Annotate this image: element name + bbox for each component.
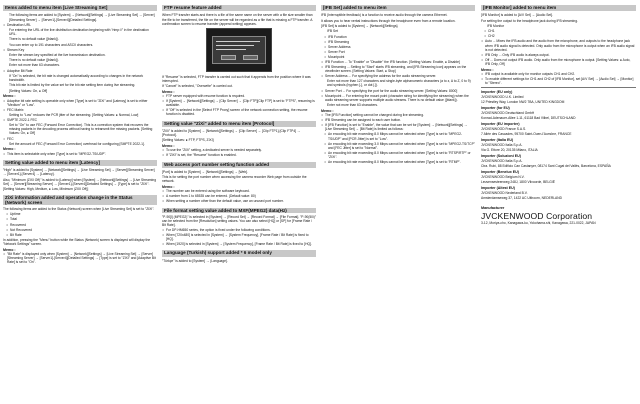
list-item: • Total bbox=[10, 217, 157, 221]
setting-values: [Setting Values: On, ● Off] bbox=[9, 88, 48, 93]
section-heading: Setting value "ZiXi" added to menu item [Protocol] bbox=[162, 121, 316, 127]
column-2 bbox=[162, 5, 316, 264]
submenu-title: IFB Set bbox=[327, 29, 338, 34]
note: If "Cancel" is selected, "Overwrite" is carried out. bbox=[162, 84, 233, 89]
memo-item: • To enable different settings for CH1 and CH2 of [IFB Monitor], set [A/V Set] → [Audio Set] → [Monitor] to "Stereo". bbox=[485, 77, 636, 85]
memo-item: • This item is selectable only when [Type] is set to "MPEG2-TS/UDP". bbox=[7, 152, 157, 156]
list-item: • IFB Only ... Only IFB audio is always output. bbox=[485, 53, 636, 57]
memo-list bbox=[321, 113, 475, 131]
list-item: • When [720x480] is selected in [System] → [System Frequency], [Frame Rate / Bit Rate] is fixed to [HQ]. bbox=[166, 233, 316, 241]
importer-line: Via G. Ettore 20, 20135 Milano, ITALIA bbox=[481, 147, 538, 152]
submenu-list bbox=[321, 35, 475, 59]
list-item: • Server Port bbox=[328, 50, 475, 54]
paragraph: If "On" is selected, the bit rate is changed automatically according to changes in the network bandwidth. bbox=[9, 73, 144, 82]
importer-title: Importer (EU importer) bbox=[481, 122, 520, 127]
item-list bbox=[162, 228, 316, 246]
section-heading: ZiXi information added and operation change in the Status (Network) screen bbox=[3, 195, 157, 205]
memo-list bbox=[481, 72, 636, 85]
paragraph: The following items are added to the Status (Network) screen when [Live Streaming Set] is set to "ZIXI". bbox=[3, 207, 155, 212]
section-heading: Items added to menu item [Live Streaming Set] bbox=[3, 5, 157, 11]
list-item: • Bit Rate bbox=[10, 233, 157, 237]
memo-sublist bbox=[321, 132, 475, 164]
memo-list bbox=[162, 148, 316, 157]
paragraph: There is no default value ([blank]). bbox=[9, 37, 59, 42]
note: Enter not more than 63 characters. bbox=[9, 63, 60, 68]
dialog-box bbox=[212, 36, 266, 64]
note: If "Resume" is selected, FTP transfer is carried out such that it appends from the position where it was interrupted. bbox=[162, 74, 311, 83]
importer-title: Importer (Benelux EU) bbox=[481, 170, 519, 175]
item-list bbox=[3, 69, 157, 73]
memo-item: • An encoding bit rate exceeding 8.0 Mbps cannot be selected when [Type] is set to "RTMP". bbox=[328, 160, 475, 164]
memo-item: • FTP server equipped with resume function is required. bbox=[166, 94, 316, 98]
memo-item: • If [IFB Function] is set to "Enable", the value that can be set for [System] → [Network][Settings] → [Live Streaming Set] → [Bit Rate] is limited as follows: bbox=[325, 123, 475, 131]
column-3 bbox=[321, 5, 475, 165]
manufacturer-address: 3-12, Moriya-cho, Kanagawa-ku, Yokohama-shi, Kanagawa, 221-0022, JAPAN bbox=[481, 220, 596, 225]
memo-item: • IFB Streaming can be assigned to each user button. bbox=[325, 118, 475, 122]
memo-list bbox=[162, 189, 316, 203]
paragraph: For entering the URL of the live distribution destination beginning with "rtmp://" in the destination URL. bbox=[9, 27, 149, 36]
memo-item: • The [IFB Function] setting cannot be changed during live streaming. bbox=[325, 113, 475, 117]
importer-line: JVCKENWOOD France S.A.S. bbox=[481, 126, 527, 131]
paragraph: It allows you to hear verbal instructions through the headphone even from a remote location. bbox=[321, 18, 456, 23]
list-item: • Server Port ... For specifying the port for the audio streaming server. [Setting Values: 8000] bbox=[325, 89, 475, 93]
paragraph: "ZiXi" is added to [System] → [Network][Settings] → [Clip Server] → [Clip FTP1]-[Clip FTP4] → [Protocol]. bbox=[162, 128, 301, 138]
memo-list bbox=[3, 252, 157, 264]
paragraph: The following items are added to [System] → [Network][Settings] → [Live Streaming Set] → [Server][Streaming Server] → [Server1]-[Server4][Detailed Settings]. bbox=[9, 13, 155, 22]
paragraph: There is no default value ([blank]). bbox=[9, 58, 59, 63]
paragraph: [IFB Monitor] is added to [A/V Set] → [Audio Set]. bbox=[481, 13, 554, 18]
section-heading: [IFB Set] added to menu item bbox=[321, 5, 475, 11]
section-heading: Language (Turkish) support added * 6 model only bbox=[162, 250, 316, 256]
importer-title: Importer (for EU) bbox=[481, 106, 510, 111]
importer-line: 12 Priestley Way, London NW2 7BA, UNITED KINGDOM bbox=[481, 100, 565, 105]
memo-label: Memo : bbox=[3, 147, 16, 152]
memo-label: Memo : bbox=[162, 184, 175, 189]
memo-item: • "Bit Rate" is displayed only when [System] → [Network][Settings] → [Live Streaming Set] → [Server][Streaming Server] → [Server1]-[Server4][Detailed Settings] → [Type] is set to "ZIXI" and [Adaptive Bit Rate] is set to "On". bbox=[7, 252, 157, 264]
section-heading: Web access port number setting function added bbox=[162, 162, 316, 168]
importer-line: JVCKENWOOD Italia S.p.A. bbox=[481, 142, 523, 147]
note: Enter not more than 63 characters. bbox=[327, 103, 378, 108]
item-list bbox=[3, 108, 157, 112]
paragraph: Enter the stream key specified at the live transmission destination. bbox=[9, 52, 106, 57]
memo-label: Memo : bbox=[3, 247, 16, 252]
memo-item: • If "Off" is selected in the [Select FTP Proxy] screen of the network connection setting, the resume function is disabled. bbox=[166, 108, 316, 116]
memo-item: • If "ZiXi" is set, the "Resume" function is enabled. bbox=[166, 153, 316, 157]
importer-line: Konrad-Adenauer-Allee 1-11, 61118 Bad Vilbel, DEUTSCHLAND bbox=[481, 116, 576, 121]
item-list bbox=[481, 39, 636, 66]
paragraph: "P-90[l] (MPEG2)" is selected in [System] → [Record Set] → [Record Format] → [File Format]. "P-90(50i)" can be selected from the [Resolution] setting values. You can also select [HQ] or [SP] for [Frame Rate / Bit Rate]. bbox=[162, 214, 316, 227]
memo-label: Memo : bbox=[3, 94, 16, 99]
list-item: • Stream Key bbox=[7, 48, 157, 52]
importer-title: Importer (Altest EU) bbox=[481, 186, 515, 190]
memo-item: • An encoding bit rate exceeding 8.0 Mbps cannot be selected when [Type] is set to "MPEG2-TS/UDP" and [PCR Jitter] is set to "Low". bbox=[328, 132, 475, 140]
dialog-text-line bbox=[216, 41, 260, 42]
memo-label: Memo : bbox=[162, 143, 175, 148]
importer-block bbox=[481, 138, 636, 152]
setting-values: [Setting Values: ● FTP, FTPS, ZIXI] bbox=[162, 138, 214, 143]
manufacturer-title: Manufacturer bbox=[481, 205, 505, 210]
paragraph: Set to "On" to use FEC (Forward Error Correction). This is a correction system that recovers the missing packets in the decoding process without having to retransmit the missing packets. [Setting Values: On, ● Off] bbox=[9, 123, 153, 136]
paragraph: Set the amount of FEC (Forward Error Correction) overhead for configuring [SMPTE 2022-1]. bbox=[9, 141, 145, 146]
importer-block bbox=[481, 154, 636, 168]
memo-label: Memo : bbox=[321, 108, 334, 113]
list-item: • Server Address ... For specifying the address for the audio streaming server. bbox=[325, 74, 475, 78]
paragraph: When FTP transfer starts and there is a file of the same name on the server with a file size smaller than the file to be transferred, the file on the server will be regarded as a file that is missing a FTP transfer. A confirmation screen to resume transfer (append writing) appears. bbox=[162, 13, 313, 26]
memo-item: • IFB output is available only for monitor outputs CH1 and CH2. bbox=[485, 72, 636, 76]
list-item: • SMPTE 2022-1 FEC bbox=[7, 118, 157, 122]
list-item: • Not Recovered bbox=[10, 228, 157, 232]
memo-item: • Adaptive bit rate setting is operable only when [Type] is set to "ZiXi" and [Latency] is set to either "Medium" or "Low". bbox=[7, 99, 157, 107]
paragraph: Setting to "Low" reduces the PCR jitter of live streaming. [Setting Values: ● Normal, Low] bbox=[9, 112, 139, 117]
dialog-button bbox=[243, 55, 258, 60]
list-item: • Destination URL bbox=[7, 23, 157, 27]
dialog-button bbox=[221, 55, 236, 60]
list-item: • Mountpoint bbox=[328, 55, 475, 59]
paragraph: "Türkçe" is added to [System] → [Language]. bbox=[162, 258, 228, 263]
list-item: • When [1920] is selected in [System] → [System Frequency], [Frame Rate / Bit Rate] is fixed to [HQ]. bbox=[166, 242, 316, 246]
list-item: • IFB Function bbox=[328, 35, 475, 39]
importer-line: Ctra. Rubí, 88 Edificio Can Castanyer, 08174 Sant Cugat del Vallès, Barcelona, ESPAÑA bbox=[481, 163, 611, 168]
setting-values: [Setting Values: High, Medium, ● Low, Minimum (ZIXI Off)] bbox=[3, 186, 89, 191]
importer-block bbox=[481, 106, 636, 120]
column-4 bbox=[481, 5, 636, 226]
paragraph: "High" is added to [System] → [Network][Settings] → [Live Streaming Set] → [Server][Streaming Server] → [Server1]-[Server4] → [Latency]. bbox=[3, 168, 155, 177]
item-list bbox=[3, 137, 157, 141]
importer-line: JVCKENWOOD Belgium N.V. bbox=[481, 174, 525, 179]
note: Enter not more than 127 characters and single-byte alphanumeric characters (a to z, A to Z, 0 to 9) and symbols (hyphen [-], or dot [.]). bbox=[327, 79, 471, 88]
column-1 bbox=[3, 5, 157, 265]
dialog-text-line bbox=[216, 45, 254, 46]
option-list bbox=[481, 29, 636, 38]
list-item: • For DP-HM650 series, the option is fixed under the following conditions. bbox=[166, 228, 316, 232]
importer-line: JVCKENWOOD Italia S.p.A. bbox=[481, 158, 523, 163]
memo-item: • A number from 1 to 65535 can be entered. (Default value: 80) bbox=[166, 194, 316, 198]
list-item: • CH2 bbox=[488, 34, 636, 38]
item-list bbox=[3, 48, 157, 52]
list-item: • IFB Function ... To "Enable" or "Disable" the IFB function. [Setting Values: Enable, ● Disable] bbox=[325, 60, 475, 64]
paragraph: This bit rate is limited by the value set for the bit rate setting item during live streaming. bbox=[9, 83, 136, 88]
item-list bbox=[321, 89, 475, 102]
note: You can enter up to 191 characters and ASCII characters. bbox=[9, 42, 94, 47]
section-heading: [IFB Monitor] added to menu item bbox=[481, 5, 636, 11]
zixi-item-list bbox=[3, 212, 157, 236]
list-item: • Server Address bbox=[328, 45, 475, 49]
item-list bbox=[3, 23, 157, 27]
paragraph: IFB (Interruptible feedback) is a function to receive audio through the camera Ethernet. bbox=[321, 13, 448, 18]
paragraph: [Port] is added to [System] → [Network][Settings] → [Web]. bbox=[162, 169, 249, 174]
item-list bbox=[321, 60, 475, 78]
importer-block bbox=[481, 170, 636, 184]
list-item: • Recovered bbox=[10, 223, 157, 227]
importer-line: JVCKENWOOD Nederland B.V. bbox=[481, 190, 528, 195]
importer-line: JVCKENWOOD U.K. Limited bbox=[481, 94, 524, 99]
memo-item: • An encoding bit rate exceeding 3.0 Mbps cannot be selected when [Type] is set to "MPEG2-TS/TCP" and [FEC Jitter] is set to "Normal". bbox=[328, 142, 475, 150]
submenu-title: IFB Monitor bbox=[487, 23, 505, 28]
list-item: • FEC bbox=[7, 137, 157, 141]
importer-line: Leuvensesteenweg 248J, 1800 Vilvoorde, BELGIË bbox=[481, 179, 555, 184]
importer-title: Importer (Italia EU) bbox=[481, 138, 514, 143]
memo-list bbox=[162, 94, 316, 116]
manufacturer-name: JVCKENWOOD Corporation bbox=[481, 210, 593, 221]
item-list bbox=[3, 118, 157, 122]
list-item: • FEC Matrix bbox=[7, 108, 157, 112]
memo-item: • If [System] → [Network][Settings] → [Clip Server] → [Clip FTP][Clip FTP] is set to "FTPS", resuming is available. bbox=[166, 99, 316, 107]
paragraph: For setting the output to the headphone jack during IFB streaming. bbox=[481, 18, 578, 23]
importer-line: 7 Allée des Cascades, 95700 Saint-Ouen-l'Aumône, FRANCE bbox=[481, 132, 572, 136]
importer-block bbox=[481, 186, 636, 200]
paragraph: Also, "Minimum (ZIXI Off)" is added to [Latency] when [System] → [Network][Settings] → [Live Streaming Set] → [Server][Streaming Server] → [Server1]-[Server4][Detailed Settings] → [Type] is set to "ZIXI". bbox=[3, 177, 157, 186]
dialog-text-line bbox=[216, 49, 246, 50]
list-item: • IFB Streaming ... Setting to "Start" starts IFB streaming, and [IFB Streaming icon] appears on the viewfinder screen. [Setting Values: Start, ● Stop] bbox=[325, 65, 475, 73]
resume-dialog-screenshot bbox=[206, 28, 272, 72]
list-item: • Adaptive Bit Rate bbox=[7, 69, 157, 73]
memo-label: Memo : bbox=[481, 67, 494, 72]
section-heading: FTP resume feature added bbox=[162, 5, 316, 11]
memo-label: Memo : bbox=[162, 89, 175, 94]
paragraph: In addition, pressing the "Menu" button while the Status (Network) screen is displayed will display the "Network Settings" screen. bbox=[3, 237, 151, 246]
importer-line: JVCKENWOOD Deutschland GmbH bbox=[481, 110, 535, 115]
importer-line: Amsterdamseweg 37, 1422 AC Uithoorn, NEDERLAND bbox=[481, 195, 562, 200]
list-item: • Off ... Does not output IFB audio. Only audio from the microphone is output. [Setting Values: ● Auto, IFB Only, Off] bbox=[485, 58, 636, 66]
paragraph: [IFB Set] is added to [System] → [Network][Settings]. bbox=[321, 23, 399, 28]
memo-item: • The number can be entered using the software keyboard. bbox=[166, 189, 316, 193]
divider bbox=[481, 87, 636, 88]
importer-block bbox=[481, 122, 636, 136]
memo-item: • To use the "ZiXi" setting, a dedicated server is needed separately. bbox=[166, 148, 316, 152]
list-item: • CH1 bbox=[488, 29, 636, 33]
memo-item: • When setting a number other than the default value, use an unused port number. bbox=[166, 199, 316, 203]
importer-title: Importer (EU only) bbox=[481, 90, 513, 95]
importer-title: Importer (Soluzioni EU) bbox=[481, 154, 521, 159]
list-item: • IFB Streaming bbox=[328, 40, 475, 44]
list-item: • Auto ... Mixes the IFB audio and the audio from the microphone, and outputs to the headphone jack when IFB audio signal is detected. Only audio from the microphone is output when an IFB audio signal is not detected. bbox=[485, 39, 636, 51]
memo-list bbox=[3, 152, 157, 156]
memo-list bbox=[3, 99, 157, 107]
memo-item: • An encoding bit rate exceeding 8.0 Mbps cannot be selected when [Type] is set to "RTSP/RTP" or "ZIXI". bbox=[328, 151, 475, 159]
section-heading: Setting value added to menu item [Latency] bbox=[3, 160, 157, 166]
list-item: • Mountpoint ... For entering the mount point (character string for identifying the streaming) when the audio streaming server supports multiple audio streams. There is no default value ([blank]). bbox=[325, 94, 475, 102]
list-item: • Uptime bbox=[10, 212, 157, 216]
paragraph: This is for setting the port number when accessing the camera recorder Web page from outside the network. bbox=[162, 175, 307, 184]
importer-block bbox=[481, 90, 636, 104]
section-heading: File format setting value added to MXF(MPEG2) data(Hz) bbox=[162, 208, 316, 213]
